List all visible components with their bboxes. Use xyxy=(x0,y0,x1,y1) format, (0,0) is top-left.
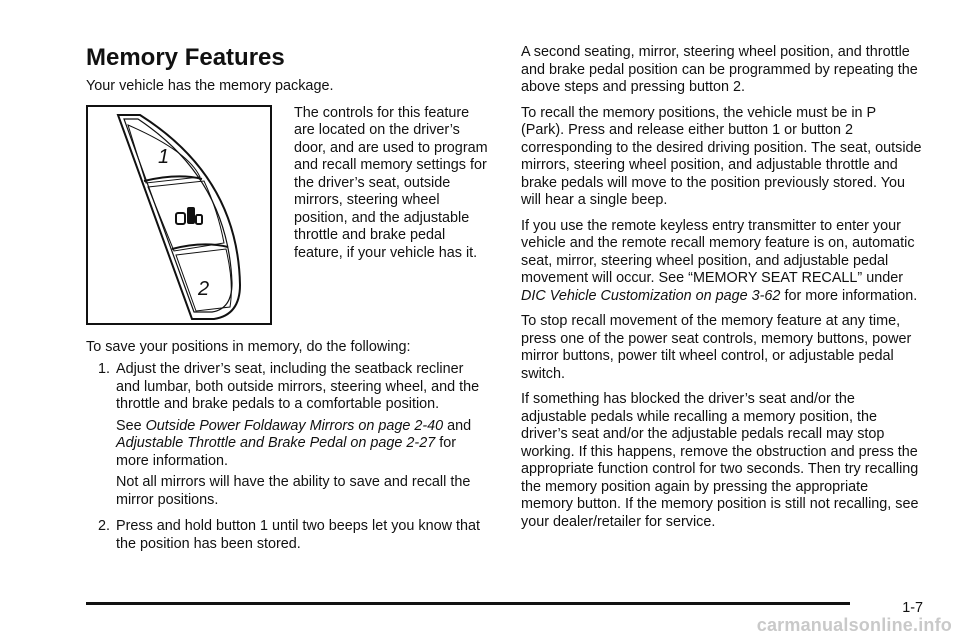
reference-link: DIC Vehicle Customization on page 3-62 xyxy=(521,287,781,304)
page-number: 1-7 xyxy=(902,600,923,616)
step-number: 2. xyxy=(98,518,111,534)
list-item xyxy=(98,361,490,513)
reference-link: Outside Power Foldaway Mirrors on page 2-40 xyxy=(145,417,444,434)
step-number: 1. xyxy=(98,361,111,377)
step-text: Adjust the driver’s seat, including the seatback recliner and lumbar, both outside mirrors, steering wheel, and the throttle and brake pedals to a comfortable position. xyxy=(116,361,480,412)
figure-row xyxy=(86,105,490,325)
reference-link: Adjustable Throttle and Brake Pedal on page 2-27 xyxy=(116,435,436,451)
list-item xyxy=(98,518,490,557)
step-note: Not all mirrors will have the ability to save and recall the mirror positions. xyxy=(116,474,471,508)
step-text: Press and hold button 1 until two beeps let you know that the position has been stored. xyxy=(116,518,480,552)
page-title: Memory Features xyxy=(86,44,285,71)
memory-buttons-figure xyxy=(86,105,272,325)
watermark: carmanualsonline.info xyxy=(756,615,952,635)
controls-description: The controls for this feature are located on the driver’s door, and are used to program and recall memory settings for the driver’s seat, outside mirrors, steering wheel position, and the adjustable throttle and brake pedal feature, if your vehicle has it. xyxy=(294,104,488,261)
steps-list xyxy=(86,361,490,557)
paragraph: A second seating, mirror, steering wheel position, and throttle and brake pedal position can be programmed by repeating the above steps and pressing button 2. xyxy=(521,44,918,95)
key-icon xyxy=(176,207,202,224)
intro-paragraph: Your vehicle has the memory package. xyxy=(86,78,334,94)
right-column xyxy=(521,44,923,539)
footer-divider xyxy=(86,602,850,605)
paragraph: If you use the remote keyless entry transmitter to enter your vehicle and the remote recall memory feature is on, automatic seat, mirror, steering wheel position, and adjustable pedal movement will occur. See “MEMORY SEAT RECALL” under DIC Vehicle Customization on page 3-62 for more information. xyxy=(521,217,918,304)
button-1-label: 1 xyxy=(158,145,170,168)
step-references: See Outside Power Foldaway Mirrors on page 2-40 and Adjustable Throttle and Brake Pedal on page 2-27 for more information. xyxy=(116,417,472,469)
paragraph: To recall the memory positions, the vehicle must be in P (Park). Press and release either button 1 or button 2 corresponding to the desired driving position. The seat, outside mirrors, steering wheel position, and adjustable throttle and brake pedals will move to the position previously stored. You will hear a single beep. xyxy=(521,104,922,208)
left-column xyxy=(86,44,490,562)
memory-switch-illustration xyxy=(88,107,270,323)
paragraph: To stop recall movement of the memory feature at any time, press one of the power seat controls, memory buttons, power mirror buttons, power tilt wheel control, or adjustable pedal switch. xyxy=(521,313,912,382)
paragraph: If something has blocked the driver’s seat and/or the adjustable pedals while recalling a memory position, the driver’s seat and/or the adjustable pedals recall may stop working. If this happens, remove the obstruction and press the appropriate function control for two seconds. Then try recalling the memory position again by pressing the appropriate memory button. If the memory position is still not recalling, see your dealer/retailer for service. xyxy=(521,391,919,530)
figure-caption xyxy=(294,105,490,263)
button-2-label: 2 xyxy=(198,277,210,300)
save-intro: To save your positions in memory, do the following: xyxy=(86,338,411,355)
